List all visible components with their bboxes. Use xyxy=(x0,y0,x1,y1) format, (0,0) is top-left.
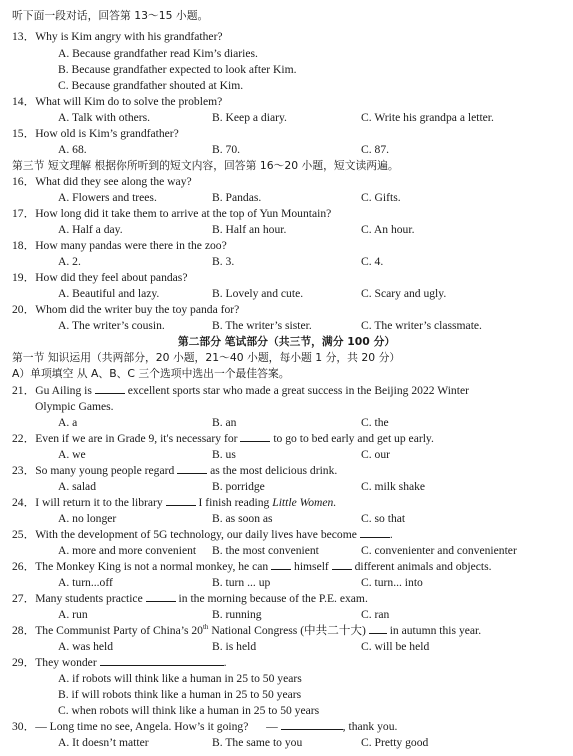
answer-blank[interactable] xyxy=(166,495,196,506)
options-row xyxy=(0,575,573,591)
section-3-instruction: 第三节 短文理解 根据你所听到的短文内容，回答第 16～20 小题，短文读两遍。 xyxy=(12,159,399,172)
book-title: Little Women. xyxy=(272,496,337,509)
option-line xyxy=(0,46,573,62)
option-c[interactable]: C. 4. xyxy=(361,255,384,268)
question-stem: 29．They wonder . xyxy=(12,656,227,669)
options-row xyxy=(0,142,573,158)
part-a-instruction: A）单项填空 从 A、B、C 三个选项中选出一个最佳答案。 xyxy=(12,367,290,380)
question-30 xyxy=(0,719,573,735)
option-a[interactable]: A. Talk with others. xyxy=(58,111,151,124)
question-stem: 21．Gu Ailing is excellent sports star who made a great success in the Beijing 2022 Winter xyxy=(12,384,469,397)
option-b[interactable]: B. turn ... up xyxy=(212,576,271,589)
option-b[interactable]: B. Pandas. xyxy=(212,191,262,204)
question-stem: 17．How long did it take them to arrive at the top of Yun Mountain? xyxy=(12,207,332,220)
question-14 xyxy=(0,94,573,110)
answer-blank[interactable] xyxy=(281,719,343,730)
option-a[interactable]: A. Because grandfather read Kim’s diaries. xyxy=(58,47,258,60)
option-c[interactable]: C. the xyxy=(361,416,389,429)
option-c[interactable]: C. turn... into xyxy=(361,576,423,589)
option-b[interactable]: B. an xyxy=(212,416,237,429)
option-c[interactable]: C. 87. xyxy=(361,143,390,156)
question-23 xyxy=(0,463,573,479)
question-24 xyxy=(0,495,573,511)
option-a[interactable]: A. we xyxy=(58,448,86,461)
option-c[interactable]: C. convenienter and convenienter xyxy=(361,544,517,557)
option-c[interactable]: C. An hour. xyxy=(361,223,415,236)
question-stem: 30．— Long time no see, Angela. How’s it going? — , thank you. xyxy=(12,720,398,733)
option-a[interactable]: A. 2. xyxy=(58,255,81,268)
answer-blank[interactable] xyxy=(332,559,352,570)
question-stem: 23．So many young people regard as the most delicious drink. xyxy=(12,464,338,477)
option-b[interactable]: B. 3. xyxy=(212,255,235,268)
section-1-instruction: 第一节 知识运用（共两部分，20 小题，21～40 小题，每小题 1 分，共 20 分） xyxy=(12,351,401,364)
question-26 xyxy=(0,559,573,575)
option-a[interactable]: A. if robots will think like a human in 25 to 50 years xyxy=(58,672,302,685)
options-row xyxy=(0,254,573,270)
option-b[interactable]: B. Keep a diary. xyxy=(212,111,287,124)
option-b[interactable]: B. as soon as xyxy=(212,512,273,525)
question-stem: 14．What will Kim do to solve the problem? xyxy=(12,95,223,108)
question-25 xyxy=(0,527,573,543)
option-b[interactable]: B. The same to you xyxy=(212,736,303,749)
option-b[interactable]: B. Half an hour. xyxy=(212,223,287,236)
answer-blank[interactable] xyxy=(100,655,224,666)
question-13 xyxy=(0,29,573,45)
question-stem: 25．With the development of 5G technology, our daily lives have become . xyxy=(12,528,393,541)
option-a[interactable]: A. was held xyxy=(58,640,114,653)
options-row xyxy=(0,735,573,751)
option-line xyxy=(0,78,573,94)
option-c[interactable]: C. when robots will think like a human in 25 to 50 years xyxy=(58,704,320,717)
option-a[interactable]: A. more and more convenient xyxy=(58,544,197,557)
option-c[interactable]: C. our xyxy=(361,448,390,461)
question-stem: 24．I will return it to the library I finish reading Little Women. xyxy=(12,496,337,509)
options-row xyxy=(0,447,573,463)
option-c[interactable]: C. milk shake xyxy=(361,480,426,493)
option-a[interactable]: A. It doesn’t matter xyxy=(58,736,149,749)
option-a[interactable]: A. turn...off xyxy=(58,576,113,589)
option-a[interactable]: A. run xyxy=(58,608,88,621)
question-stem: 16．What did they see along the way? xyxy=(12,175,192,188)
question-18 xyxy=(0,238,573,254)
part-2-heading: 第二部分 笔试部分（共三节，满分 100 分） xyxy=(177,335,396,348)
option-line xyxy=(0,687,573,703)
question-stem: 26．The Monkey King is not a normal monkey, he can himself different animals and objects. xyxy=(12,560,492,573)
option-c[interactable]: C. Write his grandpa a letter. xyxy=(361,111,494,124)
option-c[interactable]: C. will be held xyxy=(361,640,430,653)
question-15 xyxy=(0,126,573,142)
option-c[interactable]: C. Pretty good xyxy=(361,736,429,749)
options-row xyxy=(0,543,573,559)
question-22 xyxy=(0,431,573,447)
option-c[interactable]: C. Because grandfather shouted at Kim. xyxy=(58,79,244,92)
question-stem: 18．How many pandas were there in the zoo? xyxy=(12,239,227,252)
question-stem: 13．Why is Kim angry with his grandfather? xyxy=(12,30,223,43)
option-b[interactable]: B. Because grandfather expected to look after Kim. xyxy=(58,63,297,76)
option-b[interactable]: B. running xyxy=(212,608,262,621)
answer-blank[interactable] xyxy=(177,463,207,474)
option-c[interactable]: C. ran xyxy=(361,608,390,621)
question-19 xyxy=(0,270,573,286)
option-b[interactable]: B. Lovely and cute. xyxy=(212,287,304,300)
answer-blank[interactable] xyxy=(240,431,270,442)
options-row xyxy=(0,286,573,302)
option-c[interactable]: C. Scary and ugly. xyxy=(361,287,447,300)
options-row xyxy=(0,222,573,238)
question-stem: 28．The Communist Party of China’s 20th National Congress (中共二十大) in autumn this year. xyxy=(12,623,482,637)
question-28 xyxy=(0,623,573,639)
options-row xyxy=(0,110,573,126)
question-27 xyxy=(0,591,573,607)
option-b[interactable]: B. The writer’s sister. xyxy=(212,319,312,332)
answer-blank[interactable] xyxy=(146,591,176,602)
option-a[interactable]: A. Beautiful and lazy. xyxy=(58,287,160,300)
question-21-continued: Olympic Games. xyxy=(35,400,114,413)
answer-blank[interactable] xyxy=(360,527,390,538)
question-stem: 19．How did they feel about pandas? xyxy=(12,271,188,284)
question-20 xyxy=(0,302,573,318)
option-line xyxy=(0,671,573,687)
question-17 xyxy=(0,206,573,222)
option-c[interactable]: C. so that xyxy=(361,512,406,525)
options-row xyxy=(0,479,573,495)
option-a[interactable]: A. salad xyxy=(58,480,96,493)
option-a[interactable]: A. Flowers and trees. xyxy=(58,191,157,204)
question-stem: 15．How old is Kim’s grandfather? xyxy=(12,127,179,140)
answer-blank[interactable] xyxy=(95,383,125,394)
options-row xyxy=(0,190,573,206)
option-a[interactable]: A. no longer xyxy=(58,512,117,525)
question-16 xyxy=(0,174,573,190)
question-stem: 27．Many students practice in the morning because of the P.E. exam. xyxy=(12,592,368,605)
question-21 xyxy=(0,383,573,399)
option-b[interactable]: B. us xyxy=(212,448,236,461)
options-row xyxy=(0,607,573,623)
answer-blank[interactable] xyxy=(271,559,291,570)
option-c[interactable]: C. Gifts. xyxy=(361,191,401,204)
option-line xyxy=(0,703,573,719)
question-29 xyxy=(0,655,573,671)
option-b[interactable]: B. porridge xyxy=(212,480,265,493)
option-b[interactable]: B. if will robots think like a human in 25 to 50 years xyxy=(58,688,302,701)
option-a[interactable]: A. a xyxy=(58,416,78,429)
option-b[interactable]: B. the most convenient xyxy=(212,544,319,557)
listening-instruction: 听下面一段对话，回答第 13～15 小题。 xyxy=(12,9,209,22)
question-stem: 20．Whom did the writer buy the toy panda for? xyxy=(12,303,240,316)
options-row xyxy=(0,511,573,527)
option-b[interactable]: B. 70. xyxy=(212,143,241,156)
option-a[interactable]: A. 68. xyxy=(58,143,87,156)
options-row xyxy=(0,639,573,655)
option-a[interactable]: A. The writer’s cousin. xyxy=(58,319,165,332)
option-c[interactable]: C. The writer’s classmate. xyxy=(361,319,482,332)
option-a[interactable]: A. Half a day. xyxy=(58,223,123,236)
answer-blank[interactable] xyxy=(369,623,387,634)
option-line xyxy=(0,62,573,78)
options-row xyxy=(0,415,573,431)
question-stem: 22．Even if we are in Grade 9, it's necessary for to go to bed early and get up early. xyxy=(12,432,434,445)
options-row xyxy=(0,318,573,334)
option-b[interactable]: B. is held xyxy=(212,640,257,653)
